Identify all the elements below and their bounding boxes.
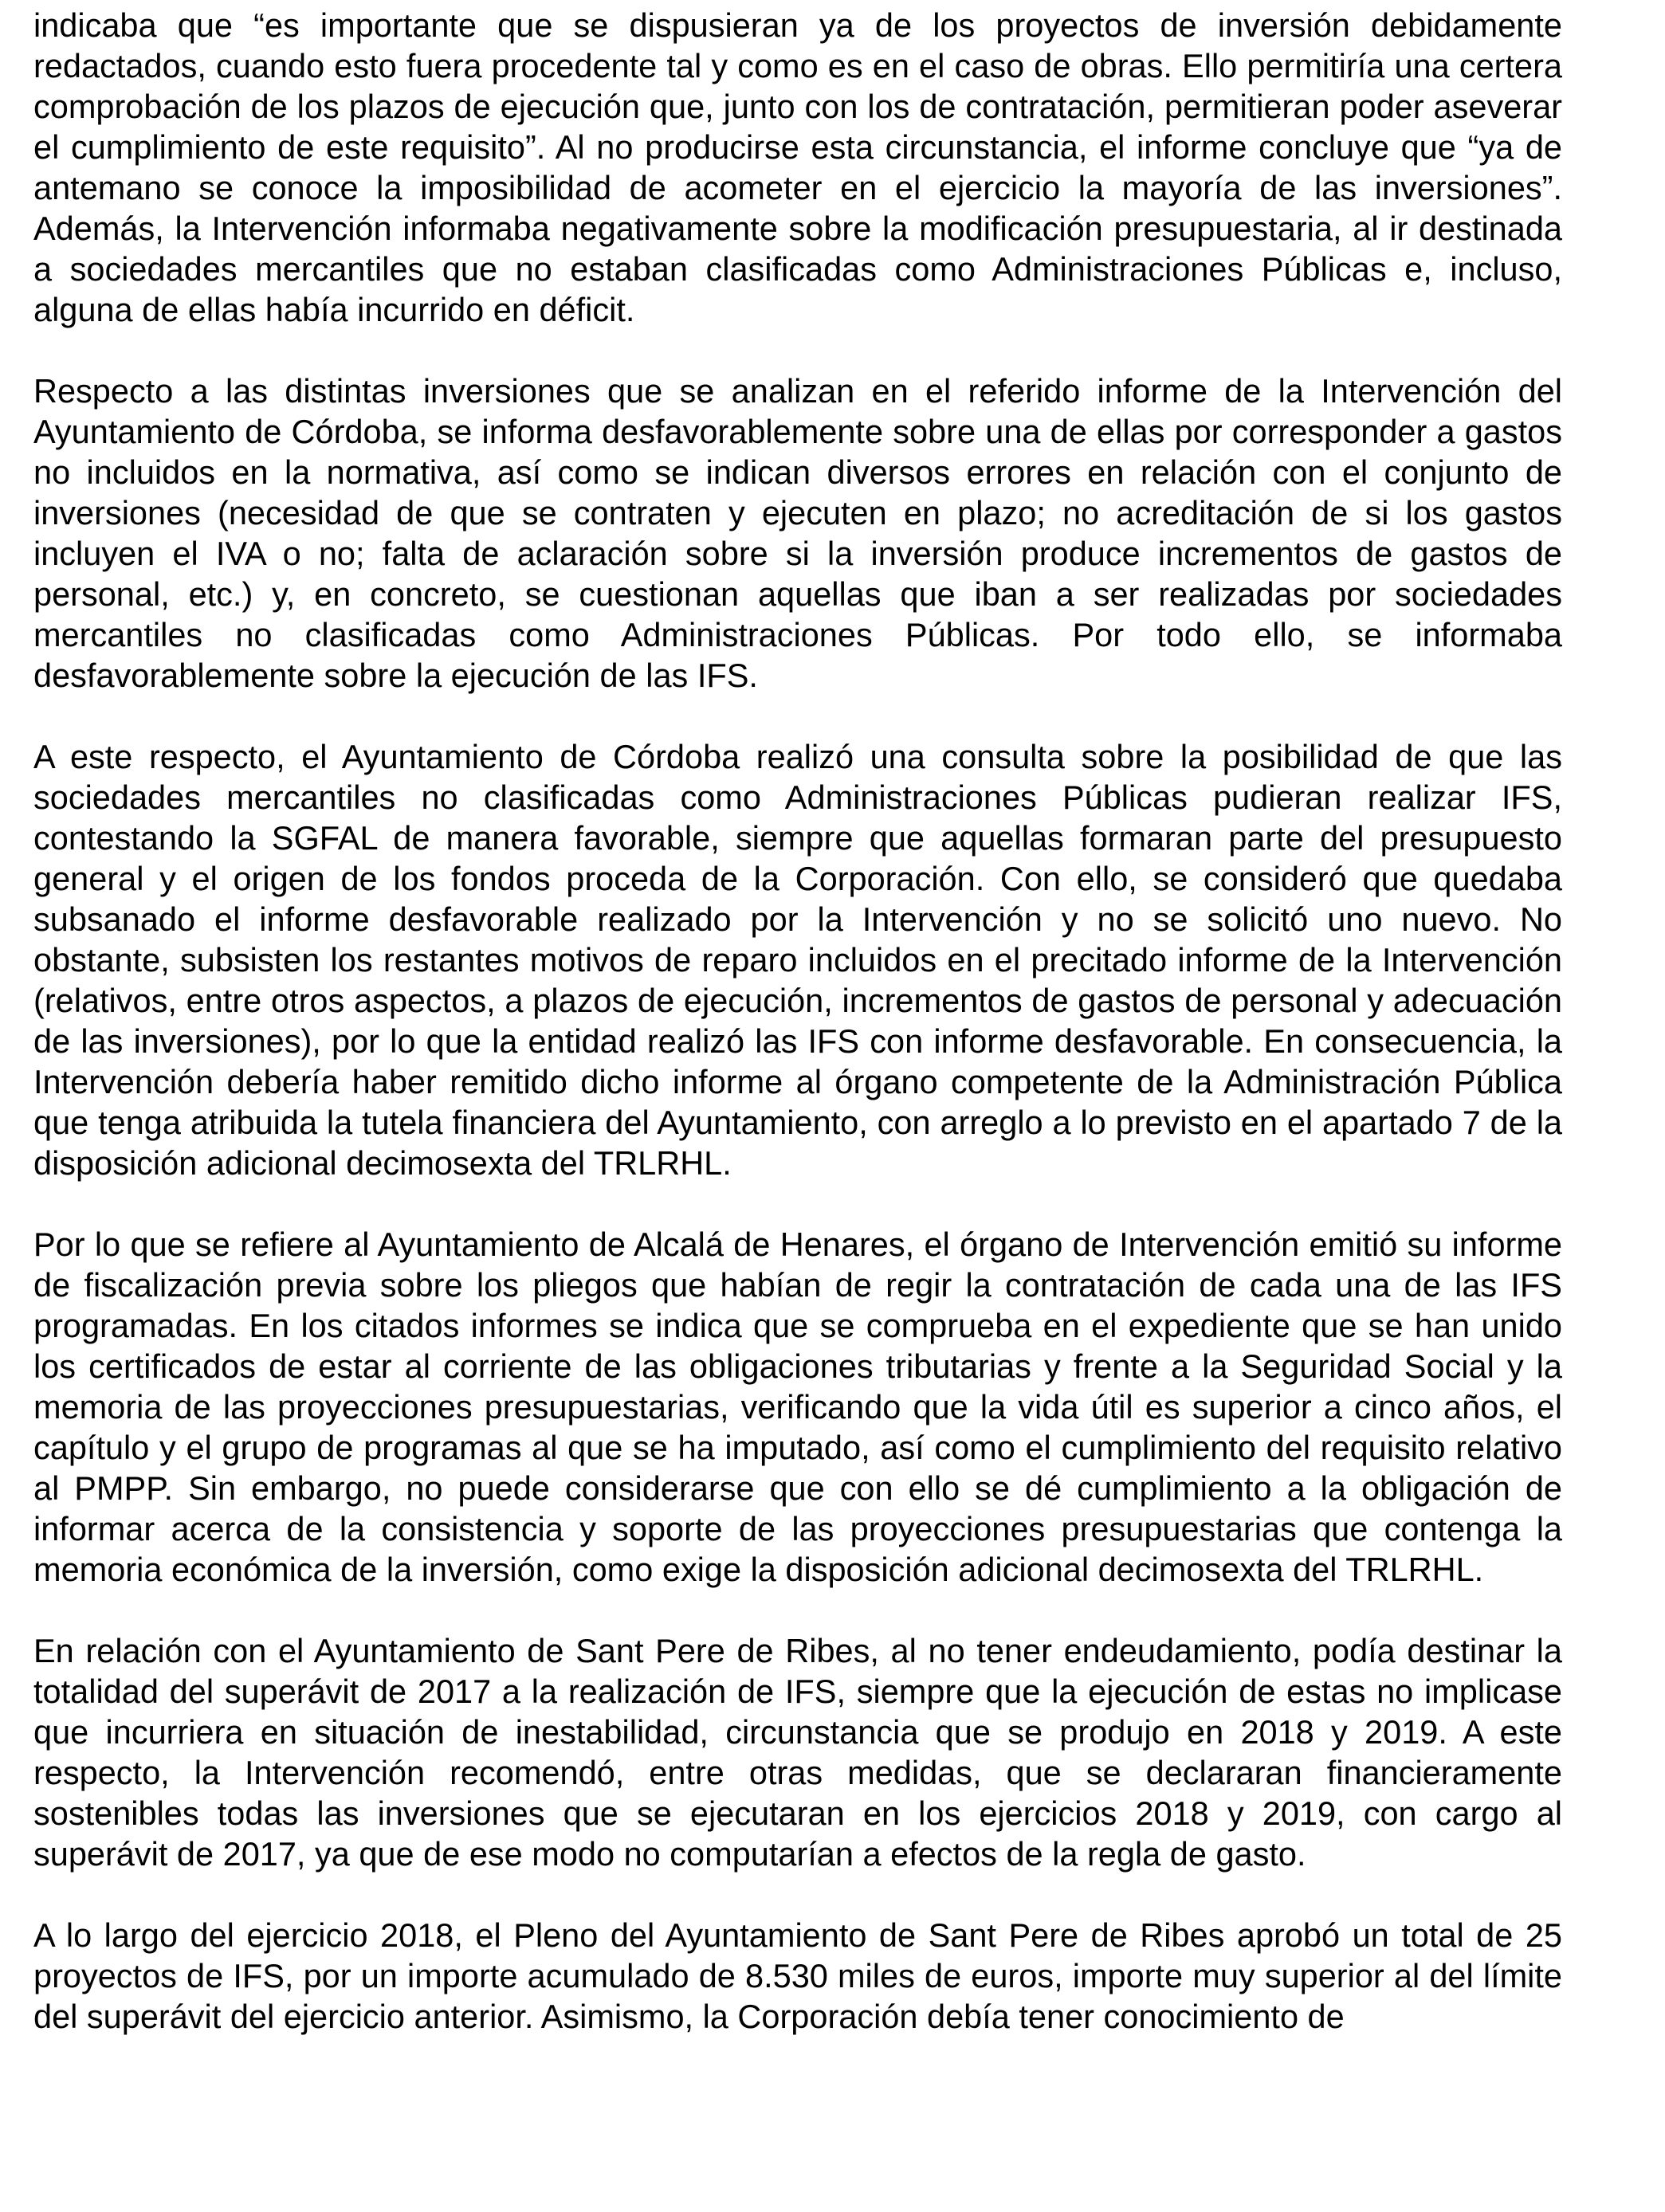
- paragraph-sant-pere-de-ribes: En relación con el Ayuntamiento de Sant Pere de Ribes, al no tener endeudamiento, podía destinar la totalidad del superávit de 2017 a la realización de IFS, siempre que la ejecución de estas no implicase que incurriera en situación de inestabilidad, circunstancia que se produjo en 2018 y 2019. A este respecto, la Intervención recomendó, entre otras medidas, que se declararan financieramente sostenibles todas las inversiones que se ejecutaran en los ejercicios 2018 y 2019, con cargo al superávit de 2017, ya que de ese modo no computarían a efectos de la regla de gasto.: [33, 1632, 1562, 1873]
- paragraph-inversiones-cordoba: Respecto a las distintas inversiones que se analizan en el referido informe de la Intervención del Ayuntamiento de Córdoba, se informa desfavorablemente sobre una de ellas por corresponder a gastos no incluidos en la normativa, así como se indican diversos errores en relación con el conjunto de inversiones (necesidad de que se contraten y ejecuten en plazo; no acreditación de si los gastos incluyen el IVA o no; falta de aclaración sobre si la inversión produce incrementos de gastos de personal, etc.) y, en concreto, se cuestionan aquellas que iban a ser realizadas por sociedades mercantiles no clasificadas como Administraciones Públicas. Por todo ello, se informaba desfavorablemente sobre la ejecución de las IFS.: [33, 372, 1562, 694]
- paragraph-intervencion-informe: indicaba que “es importante que se dispusieran ya de los proyectos de inversión debidamente redactados, cuando esto fuera procedente tal y como es en el caso de obras. Ello permitiría una certera comprobación de los plazos de ejecución que, junto con los de contratación, permitieran poder aseverar el cumplimiento de este requisito”. Al no producirse esta circunstancia, el informe concluye que “ya de antemano se conoce la imposibilidad de acometer en el ejercicio la mayoría de las inversiones”. Además, la Intervención informaba negativamente sobre la modificación presupuestaria, al ir destinada a sociedades mercantiles que no estaban clasificadas como Administraciones Públicas e, incluso, alguna de ellas había incurrido en déficit.: [33, 6, 1562, 328]
- document-page: [33, 5, 1562, 2077]
- paragraph-consulta-sgfal: A este respecto, el Ayuntamiento de Córdoba realizó una consulta sobre la posibilidad de que las sociedades mercantiles no clasificadas como Administraciones Públicas pudieran realizar IFS, contestando la SGFAL de manera favorable, siempre que aquellas formaran parte del presupuesto general y el origen de los fondos proceda de la Corporación. Con ello, se consideró que quedaba subsanado el informe desfavorable realizado por la Intervención y no se solicitó uno nuevo. No obstante, subsisten los restantes motivos de reparo incluidos en el precitado informe de la Intervención (relativos, entre otros aspectos, a plazos de ejecución, incrementos de gastos de personal y adecuación de las inversiones), por lo que la entidad realizó las IFS con informe desfavorable. En consecuencia, la Intervención debería haber remitido dicho informe al órgano competente de la Administración Pública que tenga atribuida la tutela financiera del Ayuntamiento, con arreglo a lo previsto en el apartado 7 de la disposición adicional decimosexta del TRLRHL.: [33, 738, 1562, 1182]
- paragraph-ejercicio-2018: A lo largo del ejercicio 2018, el Pleno del Ayuntamiento de Sant Pere de Ribes aprobó un total de 25 proyectos de IFS, por un importe acumulado de 8.530 miles de euros, importe muy superior al del límite del superávit del ejercicio anterior. Asimismo, la Corporación debía tener conocimiento de: [33, 1916, 1562, 2035]
- paragraph-alcala-de-henares: Por lo que se refiere al Ayuntamiento de Alcalá de Henares, el órgano de Intervención emitió su informe de fiscalización previa sobre los pliegos que habían de regir la contratación de cada una de las IFS programadas. En los citados informes se indica que se comprueba en el expediente que se han unido los certificados de estar al corriente de las obligaciones tributarias y frente a la Seguridad Social y la memoria de las proyecciones presupuestarias, verificando que la vida útil es superior a cinco años, el capítulo y el grupo de programas al que se ha imputado, así como el cumplimiento del requisito relativo al PMPP. Sin embargo, no puede considerarse que con ello se dé cumplimiento a la obligación de informar acerca de la consistencia y soporte de las proyecciones presupuestarias que contenga la memoria económica de la inversión, como exige la disposición adicional decimosexta del TRLRHL.: [33, 1226, 1562, 1588]
